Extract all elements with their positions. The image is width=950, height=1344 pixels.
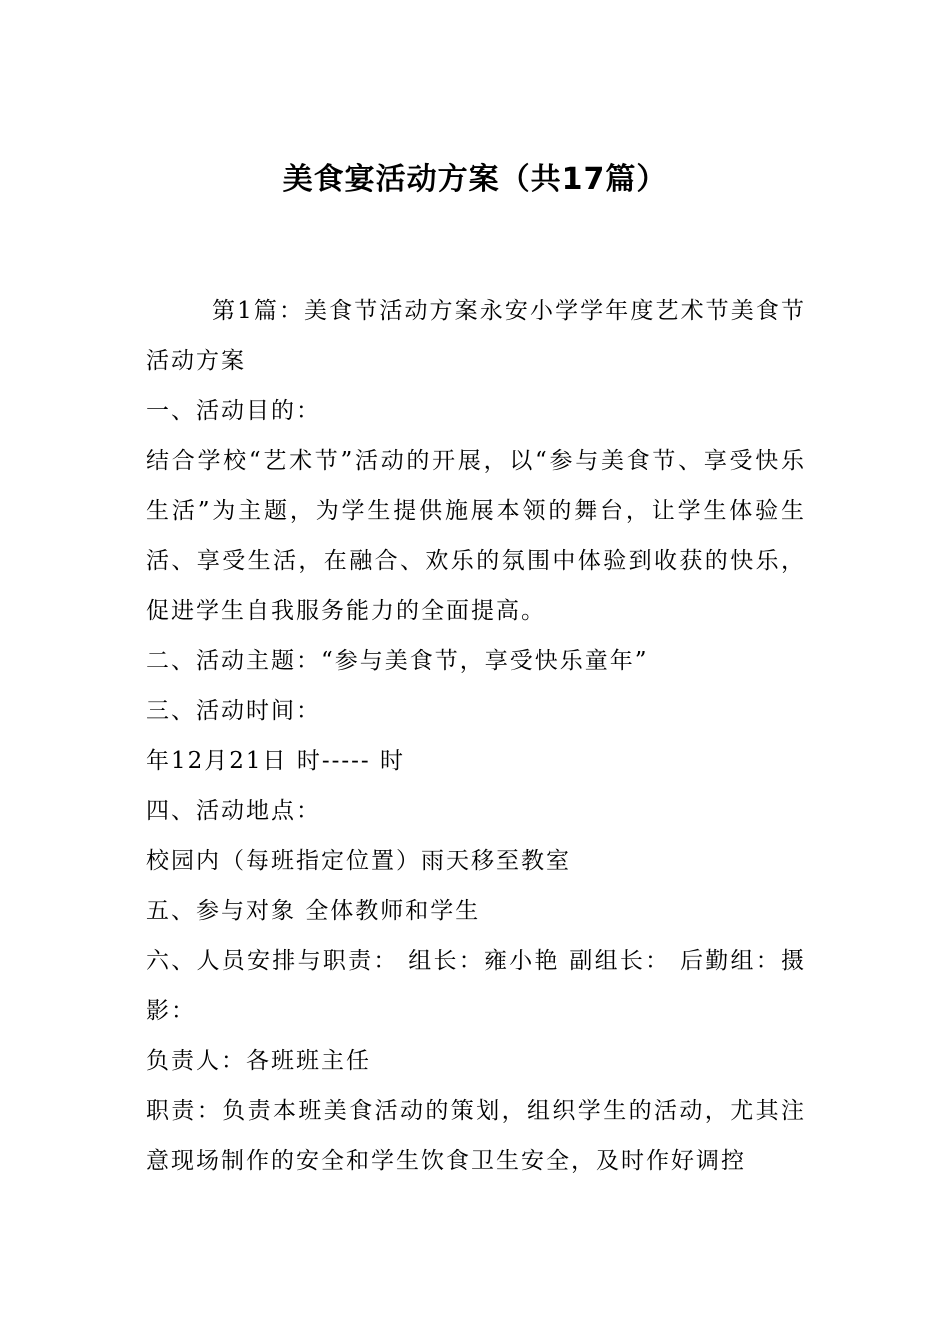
paragraph-person-in-charge: 负责人：各班班主任: [146, 1048, 371, 1074]
paragraph-section-time: 三、活动时间：: [146, 698, 321, 724]
paragraph-section-staffing: 六、人员安排与职责： 组长：雍小艳 副组长： 后勤组：摄影：: [146, 948, 806, 1024]
paragraph-section-participants: 五、参与对象 全体教师和学生: [146, 898, 481, 924]
document-title: 美食宴活动方案（共17篇）: [282, 162, 668, 197]
paragraph-section-theme: 二、活动主题：“参与美食节，享受快乐童年”: [146, 648, 649, 674]
paragraph-duties: 职责：负责本班美食活动的策划，组织学生的活动，尤其注意现场制作的安全和学生饮食卫生安全，及时作好调控: [146, 1098, 806, 1174]
paragraph-purpose-text: 结合学校“艺术节”活动的开展，以“参与美食节、享受快乐生活”为主题，为学生提供施展本领的舞台，让学生体验生活、享受生活，在融合、欢乐的氛围中体验到收获的快乐，促进学生自我服务能力的全面提高。: [146, 448, 806, 624]
paragraph-section-purpose: 一、活动目的：: [146, 398, 321, 424]
paragraph-time-text: 年12月21日 时----- 时: [146, 748, 406, 774]
paragraph-chapter-heading: 第1篇：美食节活动方案永安小学学年度艺术节美食节活动方案: [146, 298, 806, 374]
paragraph-location-text: 校园内（每班指定位置）雨天移至教室: [146, 848, 571, 874]
paragraph-section-location: 四、活动地点：: [146, 798, 321, 824]
document-body: [146, 286, 806, 1186]
